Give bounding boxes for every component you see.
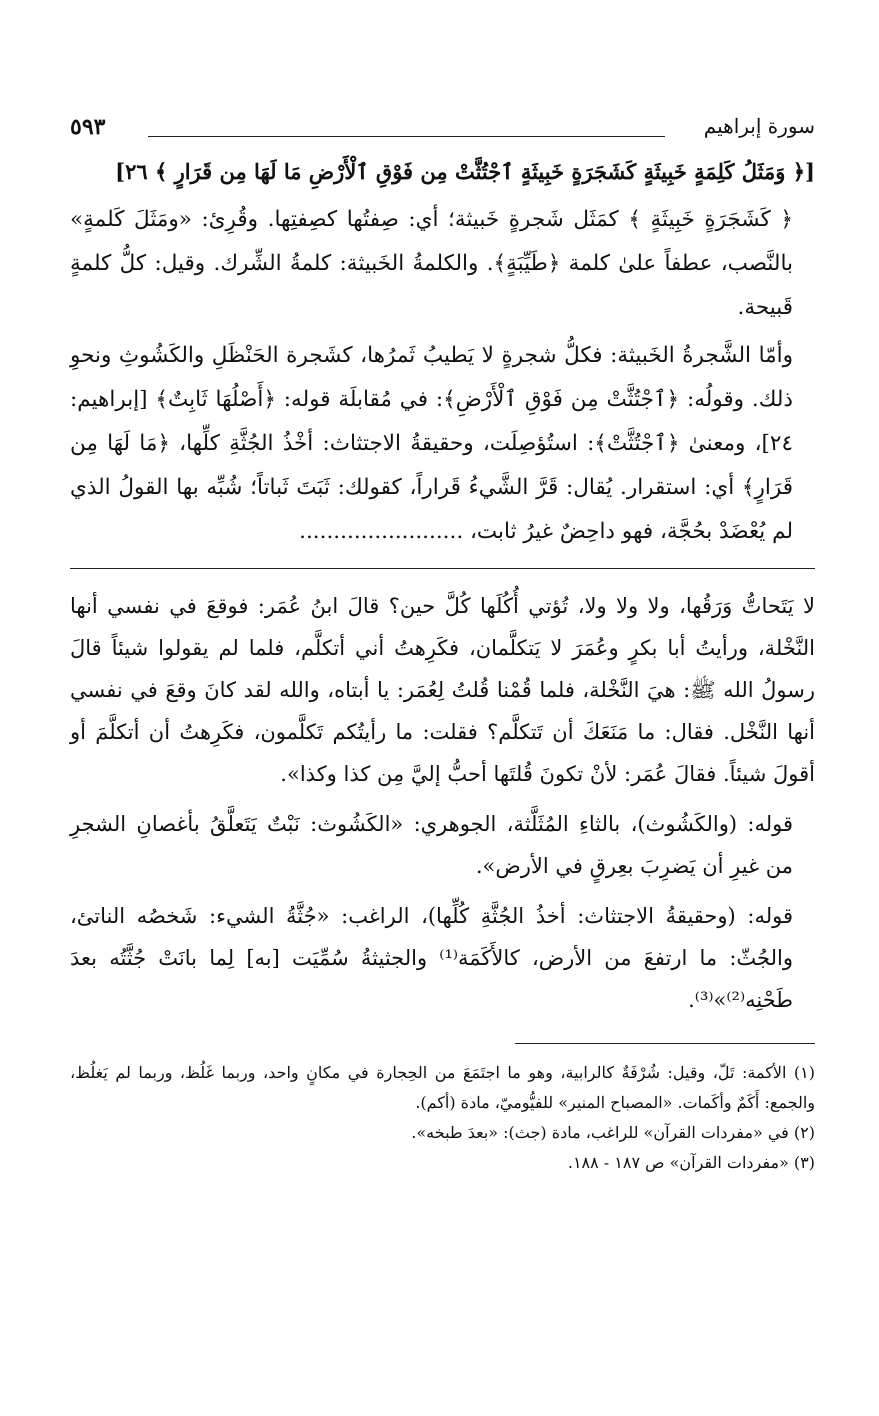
main-paragraph: ﴿ كَشَجَرَةٍ خَبِيثَةٍ ﴾ كمَثَل شَجرةٍ خَبيثة؛ أي: صِفتُها كصِفتِها. وقُرِئ: «ومَثَلَ كَلمةٍ» بالنَّصب، عطفاً علىٰ كلمة ﴿طَيِّبَةٍ﴾. والكلمةُ الخَبيثة: كلمةُ الشِّرك. وقيل: كلُّ كلمةٍ قَبيحة.: [70, 207, 793, 320]
commentary-paragraph: قوله: (والكَشُوث)، بالثاءِ المُثَلَّثة، الجوهري: «الكَشُوث: نَبْتٌ يَتَعلَّقُ بأغصانِ الشجرِ من غيرِ أن يَضرِبَ بعِرقٍ في الأرض».: [70, 812, 793, 878]
book-page: [70, 110, 815, 1390]
main-text: [70, 150, 815, 554]
page-number: ٥٩٣: [70, 114, 106, 140]
footnote-rule: [515, 1043, 815, 1044]
footnote: (١) الأكمة: تَلّ، وقيل: شُرْفَةٌ كالرابية، وهو ما اجتَمَعَ من الحِجارة في مكانٍ واحد، وربما غَلُظ، وربما لم يَغلُظ، والجمع: أَكَمٌ وأكَمات. «المصباح المنير» للفيُّوميّ، مادة (أكم).: [70, 1063, 815, 1112]
commentary-paragraph: لا يَتَحاتُّ وَرَقُها، ولا ولا ولا، تُؤتي أُكُلَها كُلَّ حين؟ قالَ ابنُ عُمَر: فوقعَ في نفسي أنها النَّخْلة، ورأيتُ أبا بكرٍ وعُمَرَ لا يَتكلَّمان، فكَرِهتُ أني أتكلَّم، فلما لم يقولوا شيئاً قالَ رسولُ الله ﷺ: هيَ النَّخْلة، فلما قُمْنا قُلتُ لِعُمَر: يا أبتاه، والله لقد كانَ وقعَ في نفسي أنها النَّخْل. فقال: ما مَنَعَكَ أن تَتكلَّم؟ فقلت: ما رأيتُكم تَكلَّمون، فكَرِهتُ أن أتكلَّمَ أو أقولَ شيئاً. فقالَ عُمَر: لأنْ تكونَ قُلتَها أحبُّ إليَّ مِن كذا وكذا».: [70, 594, 815, 786]
footnote: (٢) في «مفردات القرآن» للراغب، مادة (جث): «بعدَ طبخه».: [411, 1123, 815, 1142]
page-header: [70, 110, 815, 150]
section-divider: [70, 568, 815, 569]
header-rule: [148, 136, 665, 137]
footnote: (٣) «مفردات القرآن» ص ١٨٧ - ١٨٨.: [567, 1153, 815, 1172]
chapter-title: سورة إبراهيم: [703, 114, 815, 138]
main-paragraph: وأمّا الشَّجرةُ الخَبيثة: فكلُّ شجرةٍ لا يَطيبُ ثَمرُها، كشَجرة الحَنْظَلِ والكَشُوثِ ونحوِ ذلك. وقولُه: ﴿ٱجْتُثَّتْ مِن فَوْقِ ٱلْأَرْضِ﴾: في مُقابلَة قوله: ﴿أَصْلُهَا ثَابِتٌ﴾ [إبراهيم: ٢٤]، ومعنىٰ ﴿ٱجْتُثَّتْ﴾: استُؤصِلَت، وحقيقةُ الاجتثاث: أخْذُ الجُثَّةِ كلِّها، ﴿مَا لَهَا مِن قَرَارٍ﴾ أي: استقرار. يُقال: قَرَّ الشَّيءُ قَراراً، كقولك: ثَبَتَ ثَباتاً؛ شُبِّه بها القولُ الذي لم يُعْضَدْ بحُجَّة، فهو داحِضٌ غيرُ ثابت، ........................: [70, 343, 794, 544]
quran-verse: [﴿ وَمَثَلُ كَلِمَةٍ خَبِيثَةٍ كَشَجَرَةٍ خَبِيثَةٍ ٱجْتُثَّتْ مِن فَوْقِ ٱلْأَرْضِ مَا لَهَا مِن قَرَارٍ ﴾ ٢٦]: [115, 159, 815, 184]
commentary-paragraph: قوله: (وحقيقةُ الاجتثاث: أخذُ الجُثَّةِ كُلِّها)، الراغب: «جُثَّةُ الشيء: شَخصُه الناتئ، والجُثّ: ما ارتفعَ من الأرض، كالأَكَمَة⁽¹⁾ والجثيثةُ سُمِّيَت [به] لِما بانَتْ جُثَّتُه بعدَ طَحْنِه⁽²⁾»⁽³⁾.: [70, 904, 793, 1012]
footnotes: [70, 1058, 815, 1178]
commentary: [70, 585, 815, 1021]
